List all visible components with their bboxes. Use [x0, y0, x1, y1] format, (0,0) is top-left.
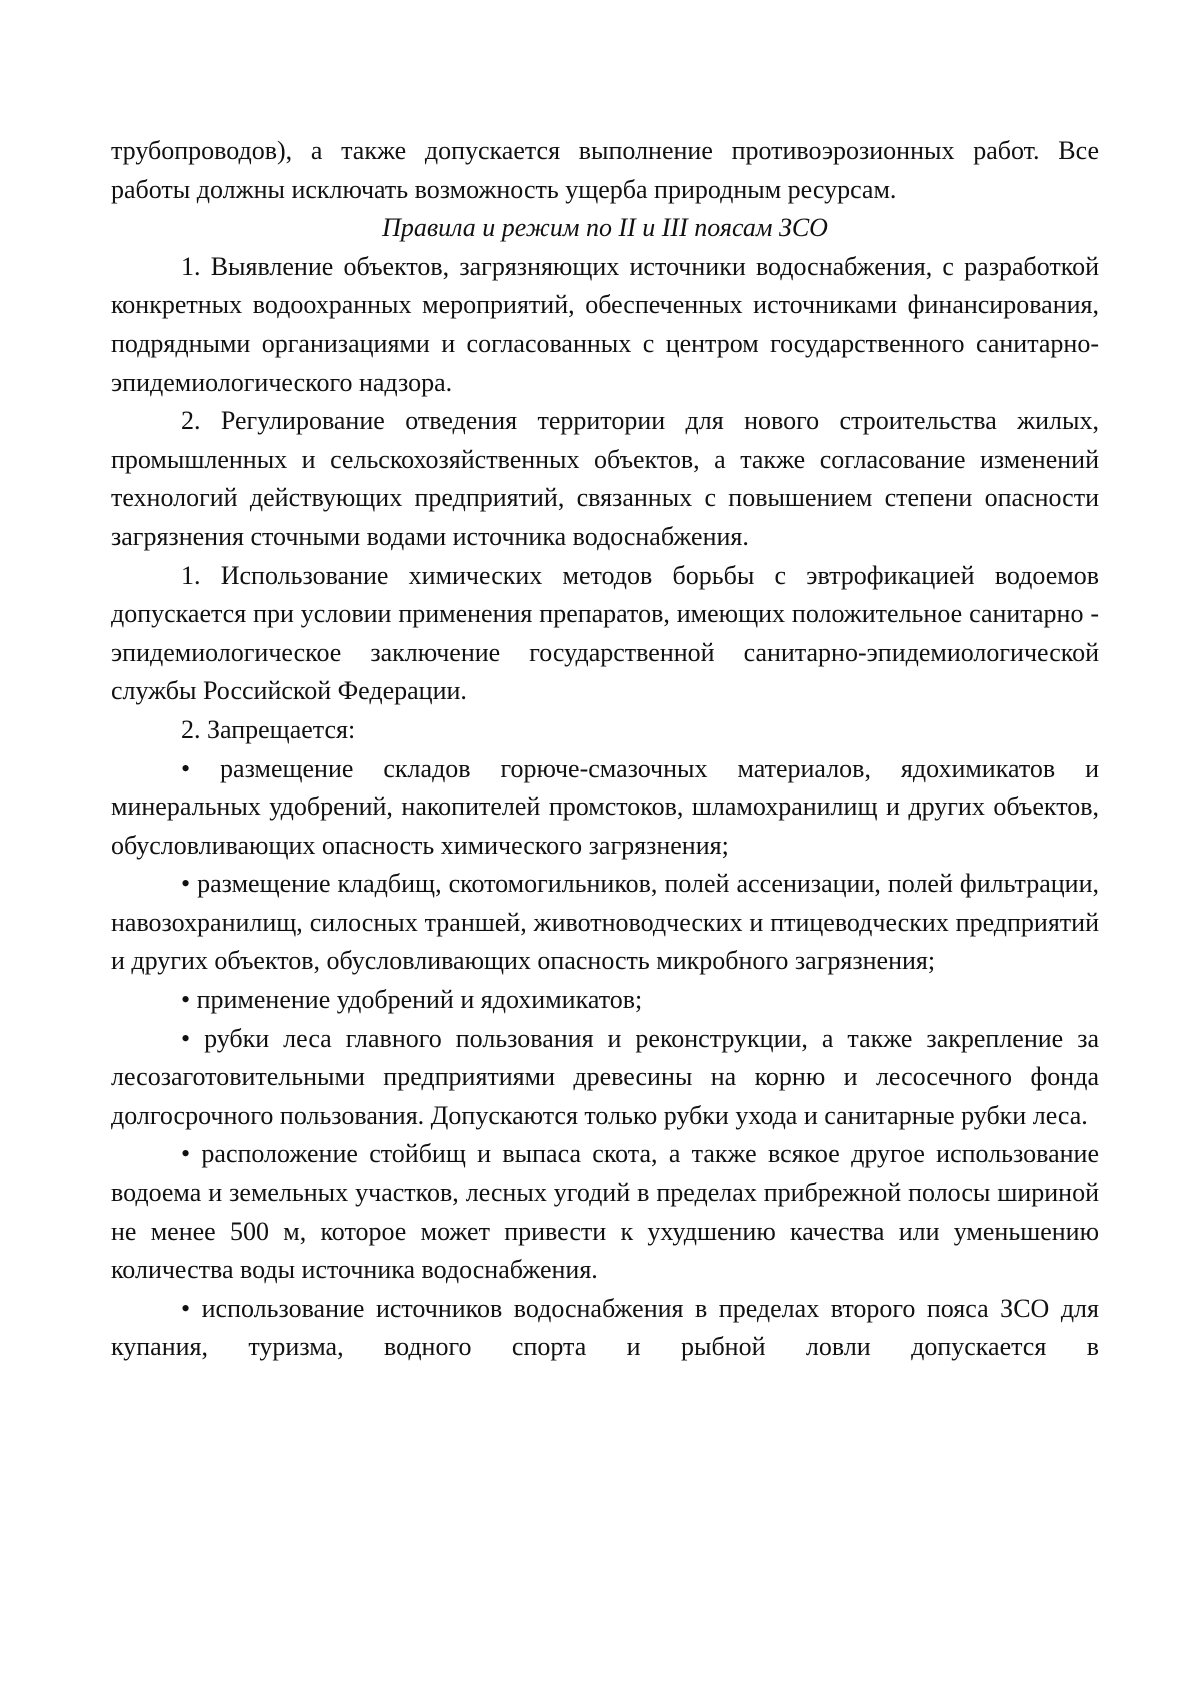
bullet-item-warehouses: • размещение складов горюче-смазочных материалов, ядохимикатов и минеральных удобрений, накопителей промстоков, шламохранилищ и других объектов, обусловливающих опасность химического загрязнения; — [111, 753, 1099, 860]
paragraph-item-1-chemical-methods: 1. Использование химических методов борьбы с эвтрофикацией водоемов допускается при условии применения препаратов, имеющих положительное санитарно - эпидемиологическое заключение государственной санитарно-эпидемиологической службы Российской Федерации. — [111, 560, 1099, 706]
section-heading: Правила и режим по II и III поясам ЗСО — [382, 213, 828, 243]
paragraph-item-2-prohibited: 2. Запрещается: — [181, 714, 356, 744]
bullet-item-livestock: • расположение стойбищ и выпаса скота, а также всякое другое использование водоема и земельных участков, лесных угодий в пределах прибрежной полосы шириной не менее 500 м, которое может привести к ухудшению качества или уменьшению количества воды источника водоснабжения. — [111, 1139, 1099, 1285]
bullet-item-logging: • рубки леса главного пользования и реконструкции, а также закрепление за лесозаготовительными предприятиями древесины на корню и лесосечного фонда долгосрочного пользования. Допускаются только рубки ухода и санитарные рубки леса. — [111, 1023, 1099, 1130]
bullet-item-cemeteries: • размещение кладбищ, скотомогильников, полей ассенизации, полей фильтрации, навозохранилищ, силосных траншей, животноводческих и птицеводческих предприятий и других объектов, обусловливающих опасность микробного загрязнения; — [111, 869, 1099, 976]
document-page — [111, 132, 1099, 1367]
paragraph-item-2-regulation: 2. Регулирование отведения территории для нового строительства жилых, промышленных и сельскохозяйственных объектов, а также согласование изменений технологий действующих предприятий, связанных с повышением степени опасности загрязнения сточными водами источника водоснабжения. — [111, 406, 1099, 551]
paragraph-item-1-identification: 1. Выявление объектов, загрязняющих источники водоснабжения, с разработкой конкретных водоохранных мероприятий, обеспеченных источниками финансирования, подрядными организациями и согласованных с центром государственного санитарно-эпидемиологического надзора. — [111, 251, 1099, 397]
bullet-item-recreation: • использование источников водоснабжения в пределах второго пояса ЗСО для купания, туризма, водного спорта и рыбной ловли допускается в — [111, 1293, 1099, 1362]
bullet-item-fertilizers: • применение удобрений и ядохимикатов; — [181, 985, 643, 1015]
intro-paragraph: трубопроводов), а также допускается выполнение противоэрозионных работ. Все работы должны исключать возможность ущерба природным ресурсам. — [111, 136, 1099, 204]
